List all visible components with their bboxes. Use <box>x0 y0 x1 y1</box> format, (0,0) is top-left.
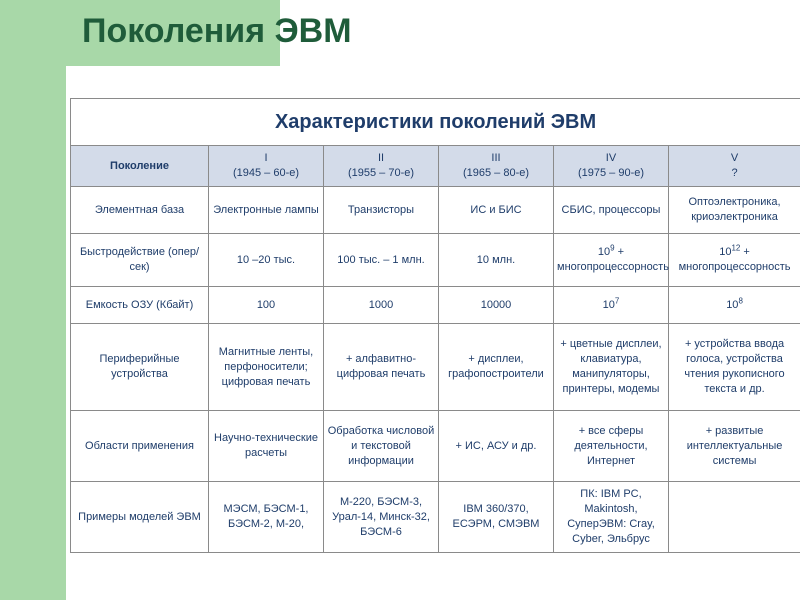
table-header-row <box>71 146 800 187</box>
header-label: Поколение <box>71 146 209 187</box>
generation-number: II <box>377 152 385 164</box>
table-row-speed <box>71 234 800 287</box>
table-cell: + все сферы деятельности, Интернет <box>554 411 669 482</box>
generation-years: (1965 – 80-е) <box>462 167 530 179</box>
table-caption: Характеристики поколений ЭВМ <box>71 99 800 146</box>
cell-base: 10 <box>602 298 615 311</box>
table-cell: 10 –20 тыс. <box>209 234 324 287</box>
table-cell: IBM 360/370, ЕСЭРМ, СМЭВМ <box>439 482 554 553</box>
cell-base: 10 <box>719 246 732 258</box>
cell-exponent: 8 <box>738 295 743 305</box>
table-cell: + алфавитно-цифровая печать <box>324 324 439 411</box>
generation-years: (1945 – 60-е) <box>232 167 300 179</box>
table-cell: Оптоэлектроника, криоэлектроника <box>669 187 800 234</box>
slide-title: Поколения ЭВМ <box>82 12 352 50</box>
cell-base: 10 <box>597 246 611 258</box>
generation-years: (1975 – 90-е) <box>577 167 645 179</box>
row-label: Примеры моделей ЭВМ <box>71 482 209 553</box>
table-cell: 1000 <box>324 287 439 324</box>
table-cell <box>669 234 800 287</box>
table-cell: + развитые интеллектуальные системы <box>669 411 800 482</box>
generation-years: ? <box>731 167 738 179</box>
table-cell: СБИС, процессоры <box>554 187 669 234</box>
generations-table-container <box>70 98 800 553</box>
table-cell <box>669 482 800 553</box>
table-cell: Обработка числовой и текстовой информации <box>324 411 439 482</box>
table-cell: 10 млн. <box>439 234 554 287</box>
table-row-ram <box>71 287 800 324</box>
cell-tail: + многопроцессорность <box>678 246 791 273</box>
generation-years: (1955 – 70-е) <box>347 167 415 179</box>
table-cell: + цветные дисплеи, клавиатура, манипуляторы, принтеры, модемы <box>554 324 669 411</box>
table-cell: МЭСМ, БЭСМ-1, БЭСМ-2, М-20, <box>209 482 324 553</box>
table-cell: Транзисторы <box>324 187 439 234</box>
row-label: Емкость ОЗУ (Кбайт) <box>71 287 209 324</box>
cell-exponent: 7 <box>614 295 620 305</box>
header-generation <box>439 146 554 187</box>
table-row-element-base <box>71 187 800 234</box>
row-label: Периферийные устройства <box>71 324 209 411</box>
table-cell: + дисплеи, графопостроители <box>439 324 554 411</box>
cell-exponent: 9 <box>610 243 615 253</box>
decorative-green-bar <box>0 0 66 600</box>
table-cell: ПК: IBM PC, Makintosh, СуперЭВМ: Cray, Cyber, Эльбрус <box>554 482 669 553</box>
table-cell: 100 тыс. – 1 млн. <box>324 234 439 287</box>
header-generation <box>324 146 439 187</box>
row-label: Быстродействие (опер/сек) <box>71 234 209 287</box>
table-cell: Электронные лампы <box>209 187 324 234</box>
table-row-peripherals <box>71 324 800 411</box>
generations-table <box>70 98 800 553</box>
table-cell: Магнитные ленты, перфоносители; цифровая печать <box>209 324 324 411</box>
table-cell <box>669 287 800 324</box>
generation-number: V <box>730 152 739 164</box>
cell-exponent: 12 <box>731 243 741 253</box>
table-cell: 100 <box>209 287 324 324</box>
generation-number: I <box>264 152 268 164</box>
table-cell <box>554 287 669 324</box>
table-cell: ИС и БИС <box>439 187 554 234</box>
row-label: Элементная база <box>71 187 209 234</box>
table-cell: 10000 <box>439 287 554 324</box>
cell-tail: + многопроцессорность <box>557 246 669 273</box>
table-cell: М-220, БЭСМ-3, Урал-14, Минск-32, БЭСМ-6 <box>324 482 439 553</box>
table-cell: + ИС, АСУ и др. <box>439 411 554 482</box>
header-generation <box>209 146 324 187</box>
row-label: Области применения <box>71 411 209 482</box>
generation-number: IV <box>605 152 617 164</box>
generation-number: III <box>491 152 501 164</box>
header-generation <box>554 146 669 187</box>
header-generation <box>669 146 800 187</box>
table-cell: + устройства ввода голоса, устройства чтения рукописного текста и др. <box>669 324 800 411</box>
table-cell: Научно-технические расчеты <box>209 411 324 482</box>
table-cell <box>554 234 669 287</box>
cell-base: 10 <box>726 298 739 311</box>
table-row-applications <box>71 411 800 482</box>
table-row-models <box>71 482 800 553</box>
